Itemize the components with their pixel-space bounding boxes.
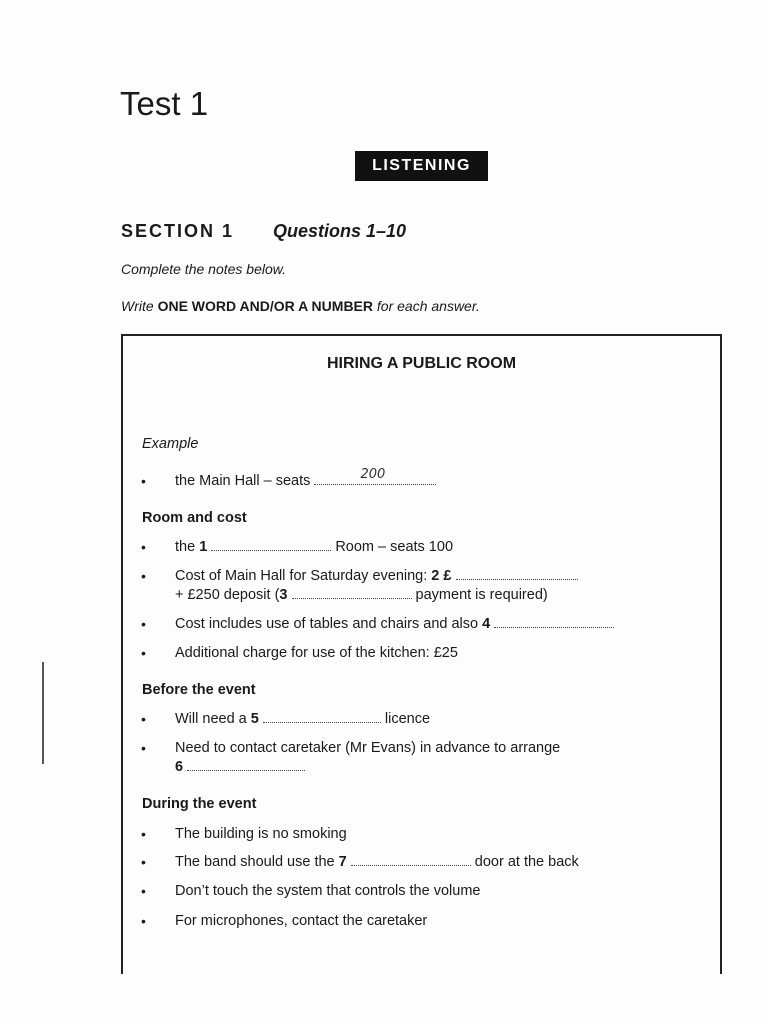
- note-post: licence: [380, 711, 431, 727]
- note-item-q5: [123, 710, 720, 730]
- bullet: •: [141, 473, 146, 489]
- note-item-q1: [123, 538, 720, 558]
- answer-blank-1[interactable]: [211, 538, 331, 551]
- note-post: Room – seats 100: [331, 539, 454, 555]
- answer-blank-6[interactable]: [187, 758, 305, 771]
- note-text: Need to contact caretaker (Mr Evans) in advance to arrange: [175, 740, 561, 756]
- bullet: •: [141, 539, 146, 555]
- example-answer: 200: [360, 467, 386, 482]
- bullet: •: [141, 616, 146, 632]
- answer-blank-2[interactable]: [456, 567, 578, 580]
- instruction-word-limit: [121, 297, 480, 315]
- example-answer-blank: [314, 467, 436, 485]
- note-text: [175, 615, 614, 633]
- example-label: Example: [142, 436, 199, 452]
- instruction-pre: Write: [121, 298, 158, 314]
- note-item-volume: [123, 882, 720, 902]
- example-item: [123, 467, 720, 492]
- section-heading: [121, 220, 406, 242]
- note-pre: Cost of Main Hall for Saturday evening:: [175, 568, 432, 584]
- answer-blank-3[interactable]: [292, 586, 412, 599]
- bullet: •: [141, 826, 146, 842]
- bullet: •: [141, 711, 146, 727]
- question-number-2: 2: [431, 568, 440, 584]
- note-item-q2-q3: [123, 567, 720, 607]
- note-text: [175, 853, 579, 871]
- note-post: door at the back: [470, 854, 579, 870]
- note-item-microphones: [123, 912, 720, 932]
- question-number-1: 1: [199, 539, 208, 555]
- section-heading-before-the-event: Before the event: [142, 682, 256, 698]
- note-item-q4: [123, 615, 720, 635]
- bullet: •: [141, 645, 146, 661]
- questions-range: Questions 1–10: [273, 220, 407, 241]
- note-pre: Cost includes use of tables and chairs and also: [175, 616, 483, 632]
- answer-blank-4[interactable]: [494, 615, 614, 628]
- notes-form-box: [121, 334, 722, 974]
- note-pre: Will need a: [175, 711, 251, 727]
- section-label: SECTION 1: [121, 220, 235, 241]
- page-title: Test 1: [120, 85, 209, 122]
- answer-blank-5[interactable]: [263, 710, 381, 723]
- example-text: the Main Hall – seats: [175, 473, 311, 489]
- note-text: For microphones, contact the caretaker: [175, 913, 428, 929]
- instruction-complete-notes: Complete the notes below.: [121, 261, 286, 277]
- question-number-3: 3: [279, 587, 288, 603]
- note-item-no-smoking: [123, 825, 720, 845]
- form-title: HIRING A PUBLIC ROOM: [326, 355, 517, 372]
- question-number-7: 7: [338, 854, 347, 870]
- note-post-line2: payment is required): [411, 587, 548, 603]
- bullet: •: [141, 568, 146, 584]
- note-text: Additional charge for use of the kitchen: £25: [175, 645, 458, 661]
- instruction-post: for each answer.: [373, 298, 480, 314]
- note-text-line2: [175, 758, 305, 776]
- note-item-kitchen: [123, 644, 720, 664]
- bullet: •: [141, 883, 146, 899]
- note-item-q7: [123, 853, 720, 873]
- question-number-4: 4: [482, 616, 491, 632]
- note-pre: the: [175, 539, 200, 555]
- note-text: [175, 538, 453, 556]
- listening-label: LISTENING: [355, 151, 488, 181]
- example-text-line: [175, 467, 436, 490]
- instruction-word-limit-bold: ONE WORD AND/OR A NUMBER: [157, 298, 373, 314]
- note-item-q6: [123, 739, 720, 779]
- note-text: The building is no smoking: [175, 826, 347, 842]
- section-heading-room-and-cost: Room and cost: [142, 510, 247, 526]
- note-pre: The band should use the: [175, 854, 339, 870]
- question-number-5: 5: [250, 711, 259, 727]
- bullet: •: [141, 854, 146, 870]
- note-text-line2: [175, 586, 548, 604]
- section-heading-during-the-event: During the event: [142, 796, 257, 812]
- bullet: •: [141, 913, 146, 929]
- bullet: •: [141, 740, 146, 756]
- note-text: Don’t touch the system that controls the volume: [175, 883, 481, 899]
- margin-mark: [42, 662, 44, 764]
- note-pre-line2: + £250 deposit (: [175, 587, 280, 603]
- answer-blank-7[interactable]: [351, 853, 471, 866]
- note-text: [175, 567, 578, 585]
- question-number-6: 6: [175, 759, 184, 775]
- currency-symbol: £: [439, 568, 452, 584]
- note-text: [175, 710, 430, 728]
